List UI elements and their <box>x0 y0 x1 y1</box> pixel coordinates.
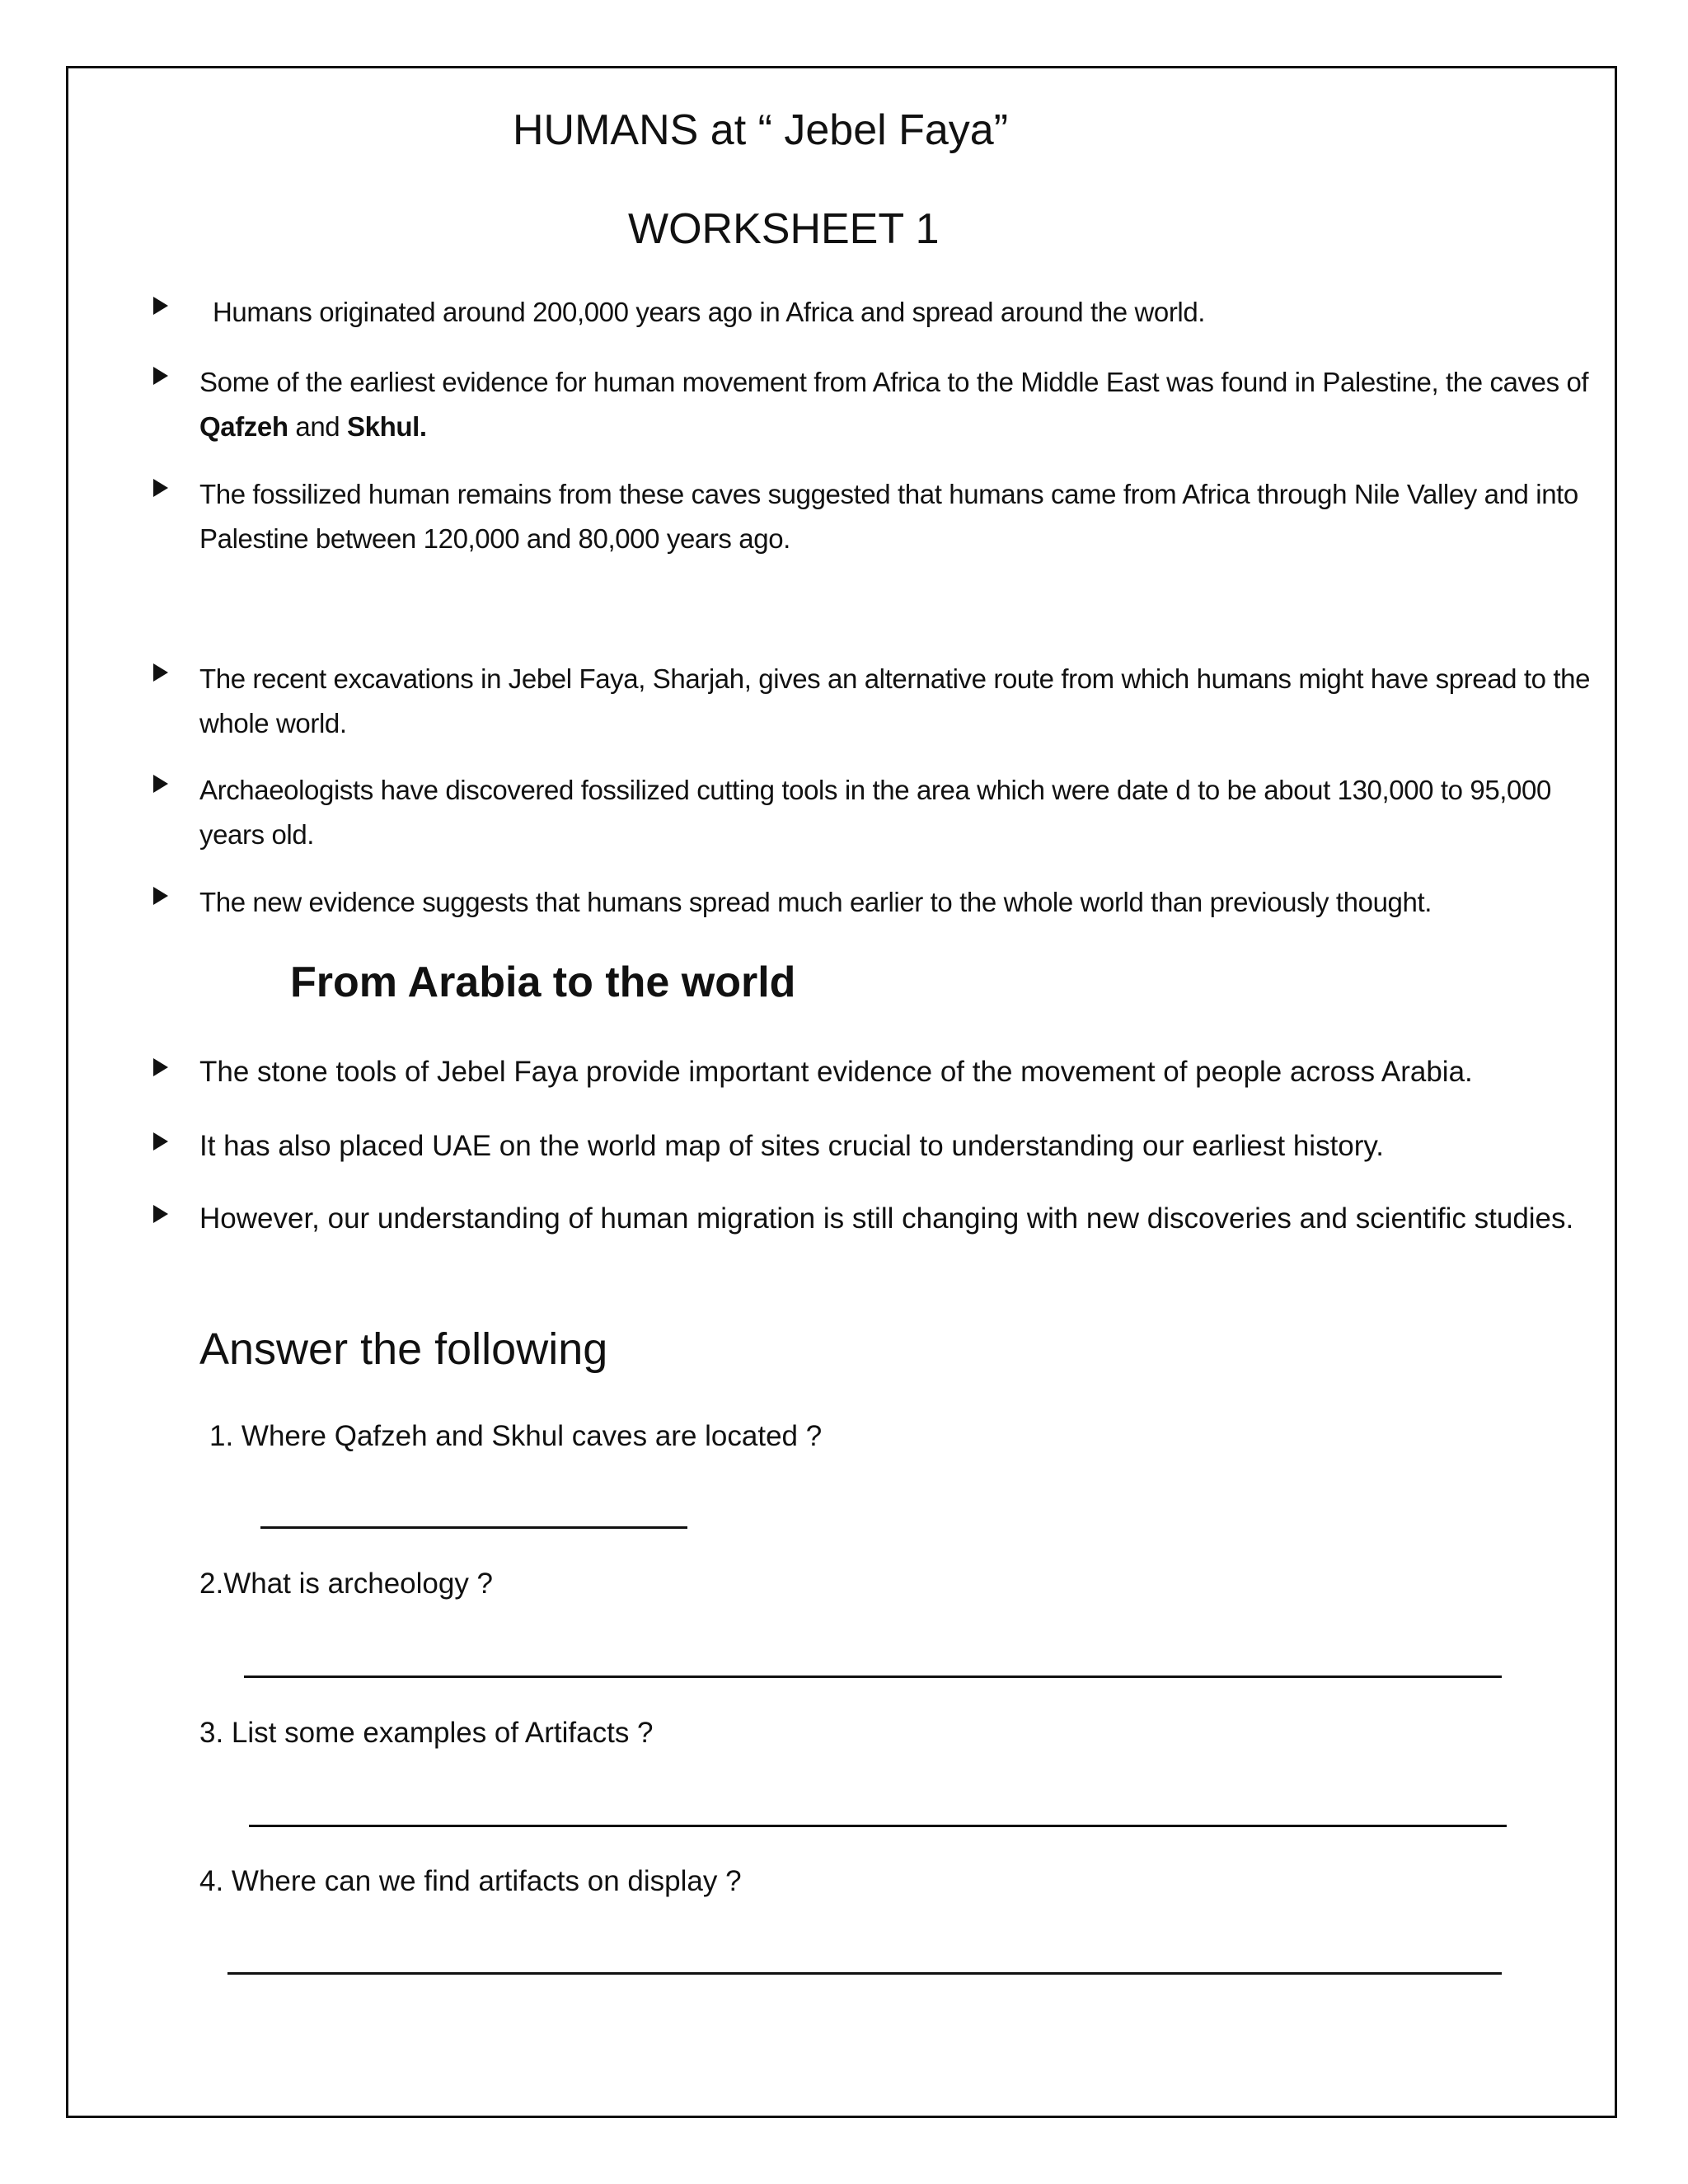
bullet-text: Humans originated around 200,000 years ago in Africa and spread around the world. <box>213 297 1206 327</box>
answer-line-2[interactable] <box>244 1675 1502 1678</box>
bullet-text: However, our understanding of human migration is still changing with new discoveries and scientific studies. <box>199 1202 1574 1235</box>
bullet-arrow-icon <box>153 367 168 385</box>
bullet-text: The fossilized human remains from these caves suggested that humans came from Africa through Nile Valley and into Palestine between 120,000 and 80,000 years ago. <box>199 479 1578 554</box>
worksheet-subtitle: WORKSHEET 1 <box>628 205 940 253</box>
bullet-text: It has also placed UAE on the world map of sites crucial to understanding our earliest history. <box>199 1130 1385 1162</box>
bullet-arrow-icon <box>153 775 168 793</box>
bullet-arrow-icon <box>153 297 168 315</box>
answer-line-4[interactable] <box>227 1972 1502 1975</box>
bullet-arrow-icon <box>153 1058 168 1076</box>
bullet-text: The recent excavations in Jebel Faya, Sharjah, gives an alternative route from which humans might have spread to the whole world. <box>199 663 1591 738</box>
cave-name-qafzeh: Qafzeh <box>199 411 288 442</box>
question-1: 1. Where Qafzeh and Skhul caves are located ? <box>209 1420 823 1452</box>
bullet-text: The stone tools of Jebel Faya provide important evidence of the movement of people across Arabia. <box>199 1056 1473 1088</box>
answer-line-1[interactable] <box>260 1526 687 1529</box>
questions-heading: Answer the following <box>199 1324 608 1374</box>
answer-line-3[interactable] <box>249 1825 1507 1827</box>
question-4: 4. Where can we find artifacts on display ? <box>199 1865 742 1897</box>
question-3: 3. List some examples of Artifacts ? <box>199 1717 654 1749</box>
section-heading: From Arabia to the world <box>290 958 796 1006</box>
bullet-arrow-icon <box>153 1205 168 1223</box>
bullet-arrow-icon <box>153 479 168 497</box>
cave-name-skhul: Skhul. <box>347 411 427 442</box>
bullet-arrow-icon <box>153 1132 168 1151</box>
bullet-text: Some of the earliest evidence for human movement from Africa to the Middle East was found in Palestine, the caves of Qafzeh and Skhul. <box>199 367 1589 442</box>
bullet-text: The new evidence suggests that humans spread much earlier to the whole world than previously thought. <box>199 887 1432 917</box>
bullet-text: Archaeologists have discovered fossilized cutting tools in the area which were date d to be about 130,000 to 95,000 years old. <box>199 775 1551 850</box>
bullet-arrow-icon <box>153 663 168 682</box>
question-2: 2.What is archeology ? <box>199 1568 494 1600</box>
bullet-arrow-icon <box>153 887 168 905</box>
worksheet-title: HUMANS at “ Jebel Faya” <box>513 106 1009 154</box>
